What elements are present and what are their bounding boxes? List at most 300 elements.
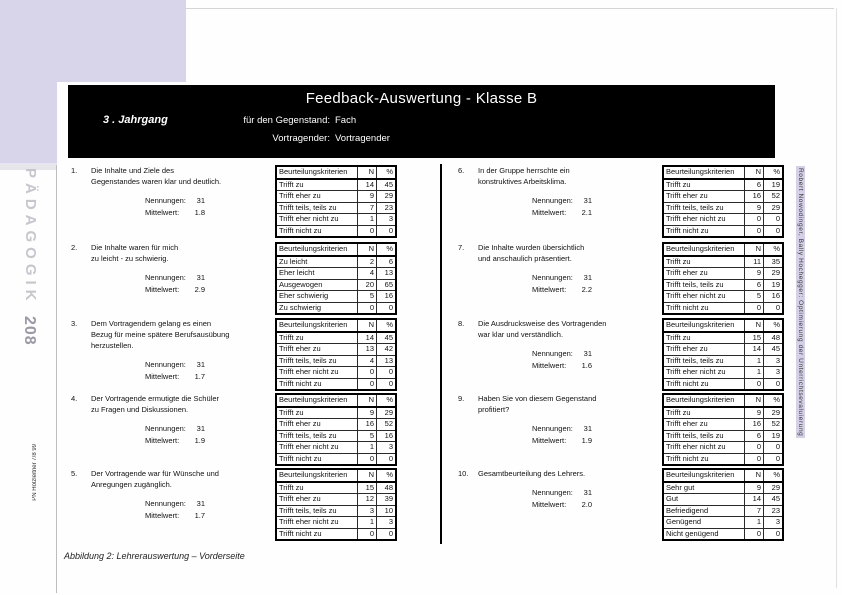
rating-table-row — [276, 279, 396, 291]
feedback-item — [455, 393, 827, 467]
criterion-label: Ausgewogen — [276, 279, 358, 291]
question-line: Bezug für meine spätere Berufsausübung — [91, 330, 230, 339]
criterion-pct: 3 — [764, 517, 784, 529]
criterion-n: 0 — [745, 302, 764, 314]
criterion-label: Trifft eher zu — [663, 419, 745, 431]
criterion-n: 14 — [358, 179, 377, 191]
rating-table-row — [276, 268, 396, 280]
criterion-pct: 0 — [377, 453, 397, 465]
gegenstand-label: für den Gegenstand: — [243, 115, 330, 126]
criterion-label: Trifft zu — [663, 332, 745, 344]
mittelwert-label: Mittelwert: — [145, 285, 180, 294]
criterion-pct: 0 — [764, 528, 784, 540]
rating-table-row — [663, 517, 783, 529]
criterion-label: Befriedigend — [663, 505, 745, 517]
feedback-item — [68, 318, 440, 392]
mittelwert-label: Mittelwert: — [532, 361, 567, 370]
rating-table-row — [276, 214, 396, 226]
rating-table — [275, 242, 397, 315]
pct-column-header: % — [764, 394, 784, 407]
item-question — [91, 393, 219, 415]
criterion-n: 14 — [745, 344, 764, 356]
criterion-label: Trifft teils, teils zu — [276, 202, 358, 214]
criterion-label: Trifft zu — [276, 482, 358, 494]
rating-table-row — [663, 291, 783, 303]
criterion-pct: 45 — [764, 344, 784, 356]
question-line: In der Gruppe herrschte ein — [478, 166, 570, 175]
question-line: Die Ausdrucksweise des Vortragenden — [478, 319, 607, 328]
criterion-pct: 39 — [377, 494, 397, 506]
rating-table — [275, 318, 397, 391]
rating-table-header-row — [663, 469, 783, 482]
rating-table-row — [663, 191, 783, 203]
pct-column-header: % — [764, 166, 784, 179]
item-question — [91, 165, 221, 187]
rating-table-row — [276, 419, 396, 431]
mittelwert-label: Mittelwert: — [532, 285, 567, 294]
item-number: 8. — [458, 319, 465, 328]
rating-table-row — [663, 442, 783, 454]
criterion-n: 11 — [745, 256, 764, 268]
question-line: und anschaulich präsentiert. — [478, 254, 572, 263]
item-number: 5. — [71, 469, 78, 478]
criterion-pct: 0 — [764, 442, 784, 454]
item-question — [478, 393, 596, 415]
nennungen-value: 31 — [196, 360, 205, 369]
criterion-pct: 29 — [377, 407, 397, 419]
criterion-n: 9 — [745, 407, 764, 419]
criterion-pct: 3 — [377, 442, 397, 454]
rating-table-header-row — [276, 319, 396, 332]
criterion-n: 14 — [745, 494, 764, 506]
criterion-pct: 52 — [764, 419, 784, 431]
rating-table-row — [663, 378, 783, 390]
criterion-n: 14 — [358, 332, 377, 344]
article-citation: Robert Nowodinger, Bally Hochegger: Optimierung der Unterrichtsevaluierung — [797, 168, 804, 437]
mittelwert-value: 2.0 — [581, 500, 592, 509]
criterion-pct: 3 — [764, 367, 784, 379]
criterion-n: 0 — [358, 453, 377, 465]
question-line: Die Inhalte und Ziele des — [91, 166, 174, 175]
rating-table-row — [276, 517, 396, 529]
rating-table-row — [663, 256, 783, 268]
mittelwert-label: Mittelwert: — [145, 511, 180, 520]
question-line: Der Vortragende ermutigte die Schüler — [91, 394, 219, 403]
criterion-pct: 45 — [764, 494, 784, 506]
criterion-label: Trifft zu — [276, 332, 358, 344]
rating-table-row — [276, 482, 396, 494]
rating-table-row — [276, 332, 396, 344]
pct-column-header: % — [764, 243, 784, 256]
criterion-pct: 0 — [377, 367, 397, 379]
criterion-n: 12 — [358, 494, 377, 506]
pct-column-header: % — [764, 469, 784, 482]
jahrgang-label: 3 . Jahrgang — [103, 114, 168, 126]
nennungen-label: Nennungen: — [532, 273, 573, 282]
criterion-n: 9 — [745, 482, 764, 494]
criterion-pct: 16 — [377, 291, 397, 303]
gegenstand-value: Fach — [335, 115, 357, 126]
question-line: zu Fragen und Diskussionen. — [91, 405, 189, 414]
rating-table-row — [276, 302, 396, 314]
n-column-header: N — [745, 469, 764, 482]
criterion-label: Eher leicht — [276, 268, 358, 280]
mittelwert-label: Mittelwert: — [532, 500, 567, 509]
criterion-label: Trifft teils, teils zu — [276, 505, 358, 517]
criterion-pct: 0 — [764, 214, 784, 226]
rating-table-row — [276, 291, 396, 303]
figure-caption: Abbildung 2: Lehrerauswertung – Vorderseite — [64, 551, 245, 561]
question-line: Anregungen zugänglich. — [91, 480, 172, 489]
rating-table-row — [276, 430, 396, 442]
criteria-column-header: Beurteilungskriterien — [663, 319, 745, 332]
page-right-edge-line — [836, 8, 837, 588]
rating-table-header-row — [276, 166, 396, 179]
criterion-n: 0 — [745, 378, 764, 390]
criterion-pct: 52 — [764, 191, 784, 203]
nennungen-value: 31 — [196, 499, 205, 508]
item-number: 1. — [71, 166, 78, 175]
rating-table-header-row — [663, 166, 783, 179]
question-line: zu leicht - zu schwierig. — [91, 254, 169, 263]
rating-table-row — [663, 505, 783, 517]
criterion-label: Trifft nicht zu — [276, 378, 358, 390]
criterion-n: 1 — [745, 355, 764, 367]
criterion-label: Trifft eher zu — [663, 191, 745, 203]
criterion-pct: 0 — [764, 453, 784, 465]
criterion-label: Trifft eher nicht zu — [663, 291, 745, 303]
margin-lavender-strip — [0, 0, 57, 165]
item-number: 10. — [458, 469, 469, 478]
gegenstand-row — [68, 115, 775, 126]
rating-table-row — [663, 332, 783, 344]
rating-table-header-row — [276, 243, 396, 256]
item-number: 3. — [71, 319, 78, 328]
criterion-pct: 45 — [377, 179, 397, 191]
feedback-item — [455, 468, 827, 542]
nennungen-value: 31 — [583, 273, 592, 282]
criterion-n: 4 — [358, 355, 377, 367]
criterion-label: Zu leicht — [276, 256, 358, 268]
criterion-n: 0 — [358, 367, 377, 379]
criterion-label: Trifft teils, teils zu — [663, 430, 745, 442]
criterion-label: Genügend — [663, 517, 745, 529]
mittelwert-label: Mittelwert: — [145, 436, 180, 445]
criterion-label: Trifft nicht zu — [663, 225, 745, 237]
criterion-n: 1 — [745, 367, 764, 379]
criterion-pct: 29 — [377, 191, 397, 203]
criteria-column-header: Beurteilungskriterien — [276, 394, 358, 407]
nennungen-label: Nennungen: — [532, 196, 573, 205]
pct-column-header: % — [377, 243, 397, 256]
criteria-column-header: Beurteilungskriterien — [276, 469, 358, 482]
criterion-label: Trifft nicht zu — [276, 225, 358, 237]
criterion-n: 0 — [745, 442, 764, 454]
criterion-n: 0 — [745, 214, 764, 226]
rating-table-row — [663, 225, 783, 237]
criterion-label: Trifft eher nicht zu — [663, 214, 745, 226]
criterion-n: 9 — [745, 202, 764, 214]
pct-column-header: % — [377, 394, 397, 407]
criteria-column-header: Beurteilungskriterien — [276, 243, 358, 256]
feedback-item — [68, 242, 440, 316]
criterion-label: Trifft eher zu — [276, 191, 358, 203]
criterion-n: 0 — [358, 302, 377, 314]
rating-table-row — [276, 407, 396, 419]
criterion-pct: 29 — [764, 407, 784, 419]
criterion-n: 0 — [358, 528, 377, 540]
rating-table-row — [276, 225, 396, 237]
mittelwert-value: 1.7 — [194, 372, 205, 381]
rating-table — [662, 468, 784, 541]
criterion-n: 0 — [745, 528, 764, 540]
criteria-column-header: Beurteilungskriterien — [663, 394, 745, 407]
criterion-label: Trifft teils, teils zu — [663, 355, 745, 367]
criterion-pct: 65 — [377, 279, 397, 291]
nennungen-label: Nennungen: — [532, 424, 573, 433]
criterion-pct: 0 — [764, 378, 784, 390]
item-question — [91, 242, 178, 264]
criterion-n: 6 — [745, 179, 764, 191]
criterion-pct: 13 — [377, 355, 397, 367]
rating-table — [662, 165, 784, 238]
nennungen-label: Nennungen: — [145, 196, 186, 205]
page-number: 208 — [21, 316, 38, 346]
question-line: Der Vortragende war für Wünsche und — [91, 469, 219, 478]
rating-table-row — [663, 482, 783, 494]
vortragender-value: Vortragender — [335, 133, 390, 144]
rating-table-row — [663, 268, 783, 280]
criterion-n: 1 — [358, 517, 377, 529]
criterion-pct: 23 — [377, 202, 397, 214]
rating-table-row — [663, 202, 783, 214]
rating-table-row — [663, 344, 783, 356]
criterion-label: Trifft zu — [663, 256, 745, 268]
feedback-item — [455, 242, 827, 316]
criterion-label: Trifft nicht zu — [276, 528, 358, 540]
criterion-pct: 16 — [377, 430, 397, 442]
criteria-column-header: Beurteilungskriterien — [663, 469, 745, 482]
rating-table-row — [663, 453, 783, 465]
criterion-pct: 19 — [764, 179, 784, 191]
criterion-pct: 6 — [377, 256, 397, 268]
criterion-label: Trifft eher nicht zu — [663, 367, 745, 379]
mittelwert-label: Mittelwert: — [532, 436, 567, 445]
criterion-label: Trifft eher zu — [663, 344, 745, 356]
criterion-pct: 0 — [377, 302, 397, 314]
rating-table-row — [663, 302, 783, 314]
rating-table-row — [663, 430, 783, 442]
criterion-pct: 29 — [764, 202, 784, 214]
feedback-item — [455, 318, 827, 392]
n-column-header: N — [745, 166, 764, 179]
criterion-n: 9 — [358, 407, 377, 419]
criterion-label: Trifft zu — [663, 179, 745, 191]
mittelwert-value: 1.9 — [581, 436, 592, 445]
criterion-pct: 52 — [377, 419, 397, 431]
n-column-header: N — [358, 469, 377, 482]
criterion-label: Trifft nicht zu — [663, 453, 745, 465]
criterion-label: Trifft eher zu — [663, 268, 745, 280]
nennungen-value: 31 — [583, 488, 592, 497]
rating-table-row — [276, 494, 396, 506]
criteria-column-header: Beurteilungskriterien — [663, 166, 745, 179]
item-question — [91, 318, 229, 351]
criterion-label: Trifft eher zu — [276, 344, 358, 356]
n-column-header: N — [745, 243, 764, 256]
criterion-label: Trifft nicht zu — [276, 453, 358, 465]
form-title: Feedback-Auswertung - Klasse B — [305, 90, 538, 107]
criterion-label: Trifft eher zu — [276, 419, 358, 431]
criterion-pct: 16 — [764, 291, 784, 303]
n-column-header: N — [358, 394, 377, 407]
mittelwert-value: 2.9 — [194, 285, 205, 294]
item-question — [478, 318, 606, 340]
criterion-pct: 42 — [377, 344, 397, 356]
criterion-n: 16 — [745, 419, 764, 431]
criterion-pct: 29 — [764, 482, 784, 494]
rating-table — [275, 165, 397, 238]
criterion-n: 20 — [358, 279, 377, 291]
criterion-n: 6 — [745, 279, 764, 291]
item-number: 9. — [458, 394, 465, 403]
criterion-n: 16 — [358, 419, 377, 431]
mittelwert-value: 1.9 — [194, 436, 205, 445]
criterion-pct: 13 — [377, 268, 397, 280]
criterion-label: Trifft eher nicht zu — [276, 442, 358, 454]
criterion-n: 4 — [358, 268, 377, 280]
n-column-header: N — [358, 166, 377, 179]
criterion-n: 5 — [745, 291, 764, 303]
mittelwert-value: 2.2 — [581, 285, 592, 294]
rating-table-row — [276, 442, 396, 454]
item-question — [478, 468, 585, 479]
rating-table-row — [276, 344, 396, 356]
rating-table-header-row — [276, 394, 396, 407]
item-question — [91, 468, 219, 490]
mittelwert-label: Mittelwert: — [145, 372, 180, 381]
rating-table-row — [663, 179, 783, 191]
rating-table-header-row — [663, 319, 783, 332]
feedback-item — [68, 165, 440, 239]
criterion-pct: 3 — [764, 355, 784, 367]
criterion-label: Sehr gut — [663, 482, 745, 494]
rating-table-header-row — [663, 243, 783, 256]
rating-table-row — [663, 214, 783, 226]
criterion-label: Trifft eher nicht zu — [663, 442, 745, 454]
vortragender-row — [68, 133, 775, 144]
criterion-label: Trifft zu — [276, 407, 358, 419]
criteria-column-header: Beurteilungskriterien — [276, 319, 358, 332]
criterion-n: 7 — [745, 505, 764, 517]
criterion-pct: 29 — [764, 268, 784, 280]
criterion-pct: 10 — [377, 505, 397, 517]
pct-column-header: % — [764, 319, 784, 332]
criterion-n: 5 — [358, 291, 377, 303]
rating-table-row — [276, 367, 396, 379]
n-column-header: N — [358, 319, 377, 332]
item-number: 7. — [458, 243, 465, 252]
mittelwert-value: 1.7 — [194, 511, 205, 520]
criterion-label: Trifft teils, teils zu — [663, 279, 745, 291]
nennungen-value: 31 — [583, 424, 592, 433]
criterion-pct: 19 — [764, 279, 784, 291]
item-question — [478, 242, 584, 264]
criterion-pct: 0 — [764, 225, 784, 237]
mittelwert-label: Mittelwert: — [145, 208, 180, 217]
criterion-pct: 0 — [764, 302, 784, 314]
criterion-n: 13 — [358, 344, 377, 356]
criterion-label: Zu schwierig — [276, 302, 358, 314]
pct-column-header: % — [377, 166, 397, 179]
rating-table-row — [276, 505, 396, 517]
criterion-n: 3 — [358, 505, 377, 517]
question-line: Haben Sie von diesem Gegenstand — [478, 394, 597, 403]
criterion-pct: 23 — [764, 505, 784, 517]
criterion-n: 0 — [745, 453, 764, 465]
rating-table-row — [663, 407, 783, 419]
pct-column-header: % — [377, 319, 397, 332]
magazine-name: PÄDAGOGIK — [22, 168, 39, 306]
item-number: 4. — [71, 394, 78, 403]
question-line: herzustellen. — [91, 341, 134, 350]
criterion-n: 15 — [358, 482, 377, 494]
criterion-pct: 45 — [377, 332, 397, 344]
rating-table-row — [663, 494, 783, 506]
rating-table-row — [276, 202, 396, 214]
criterion-n: 6 — [745, 430, 764, 442]
criterion-n: 15 — [745, 332, 764, 344]
rating-table-row — [276, 528, 396, 540]
criterion-pct: 48 — [377, 482, 397, 494]
criterion-n: 2 — [358, 256, 377, 268]
nennungen-value: 31 — [583, 196, 592, 205]
rating-table-row — [276, 453, 396, 465]
nennungen-value: 31 — [196, 196, 205, 205]
pct-column-header: % — [377, 469, 397, 482]
rating-table-header-row — [276, 469, 396, 482]
rating-table — [275, 468, 397, 541]
criterion-pct: 0 — [377, 528, 397, 540]
criterion-label: Trifft zu — [276, 179, 358, 191]
nennungen-label: Nennungen: — [145, 424, 186, 433]
criterion-n: 9 — [745, 268, 764, 280]
n-column-header: N — [745, 394, 764, 407]
rating-table-row — [276, 378, 396, 390]
question-line: Dem Vortragendem gelang es einen — [91, 319, 212, 328]
criterion-label: Nicht genügend — [663, 528, 745, 540]
n-column-header: N — [745, 319, 764, 332]
nennungen-label: Nennungen: — [145, 273, 186, 282]
mittelwert-value: 1.6 — [581, 361, 592, 370]
question-line: konstruktives Arbeitsklima. — [478, 177, 567, 186]
criterion-label: Gut — [663, 494, 745, 506]
criterion-label: Trifft teils, teils zu — [663, 202, 745, 214]
page-top-edge-line — [186, 8, 834, 9]
mittelwert-label: Mittelwert: — [532, 208, 567, 217]
item-number: 6. — [458, 166, 465, 175]
rating-table-row — [663, 279, 783, 291]
nennungen-value: 31 — [583, 349, 592, 358]
mittelwert-value: 2.1 — [581, 208, 592, 217]
question-line: Die Inhalte wurden übersichtlich — [478, 243, 585, 252]
rating-table-row — [276, 355, 396, 367]
feedback-item — [455, 165, 827, 239]
rating-table-row — [276, 256, 396, 268]
criterion-pct: 3 — [377, 214, 397, 226]
criterion-n: 0 — [745, 225, 764, 237]
question-line: Gegenstandes waren klar und deutlich. — [91, 177, 222, 186]
